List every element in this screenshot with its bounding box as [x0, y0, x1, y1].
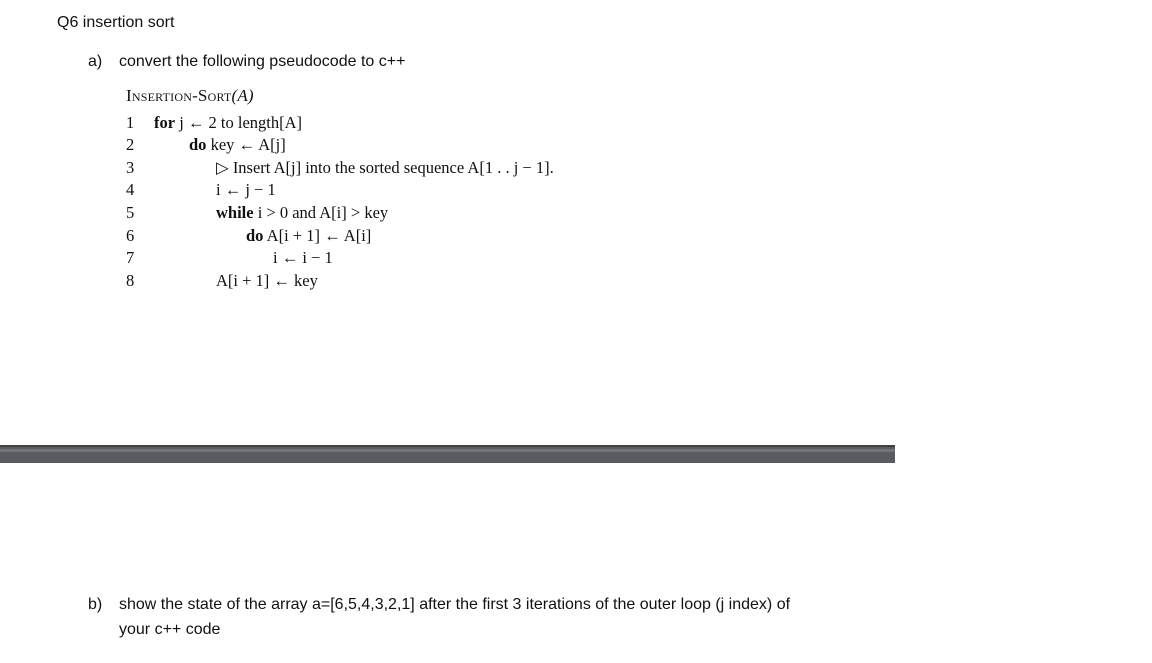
part-a-label: a)	[88, 53, 103, 70]
line-text: j ← 2 to length[A]	[175, 113, 303, 132]
line-number: 8	[126, 271, 135, 290]
line-text: i ← i − 1	[273, 248, 333, 267]
line-number: 1	[126, 113, 135, 132]
line-number: 5	[126, 203, 135, 222]
algorithm-arg: (A)	[231, 86, 254, 105]
section-divider-bar	[0, 445, 895, 463]
line-text: ▷ Insert A[j] into the sorted sequence A[1 . . j − 1].	[216, 158, 554, 177]
part-a-text: convert the following pseudocode to c++	[119, 53, 406, 70]
part-b-label: b)	[88, 596, 103, 613]
algorithm-name: Insertion-Sort	[126, 86, 232, 105]
part-b-text-line-1: show the state of the array a=[6,5,4,3,2,1] after the first 3 iterations of the outer loop (j index) of	[119, 596, 791, 613]
line-number: 4	[126, 180, 135, 199]
keyword-do: do	[246, 226, 264, 245]
part-b	[88, 592, 888, 642]
keyword-while: while	[216, 203, 254, 222]
line-number: 3	[126, 158, 135, 177]
part-b-text-line-2: your c++ code	[119, 621, 221, 638]
line-text: A[i + 1] ← key	[216, 271, 318, 290]
line-text: i > 0 and A[i] > key	[253, 203, 389, 222]
question-heading: Q6 insertion sort	[57, 14, 175, 31]
line-text: A[i + 1] ← A[i]	[263, 226, 372, 245]
keyword-for: for	[154, 113, 176, 132]
line-text: key ← A[j]	[206, 135, 286, 154]
line-number: 2	[126, 135, 135, 154]
part-a	[88, 53, 405, 71]
algorithm-title	[126, 86, 254, 106]
keyword-do: do	[189, 135, 207, 154]
line-text: i ← j − 1	[216, 180, 276, 199]
line-number: 6	[126, 226, 135, 245]
line-number: 7	[126, 248, 135, 267]
pseudocode-figure	[126, 86, 554, 290]
